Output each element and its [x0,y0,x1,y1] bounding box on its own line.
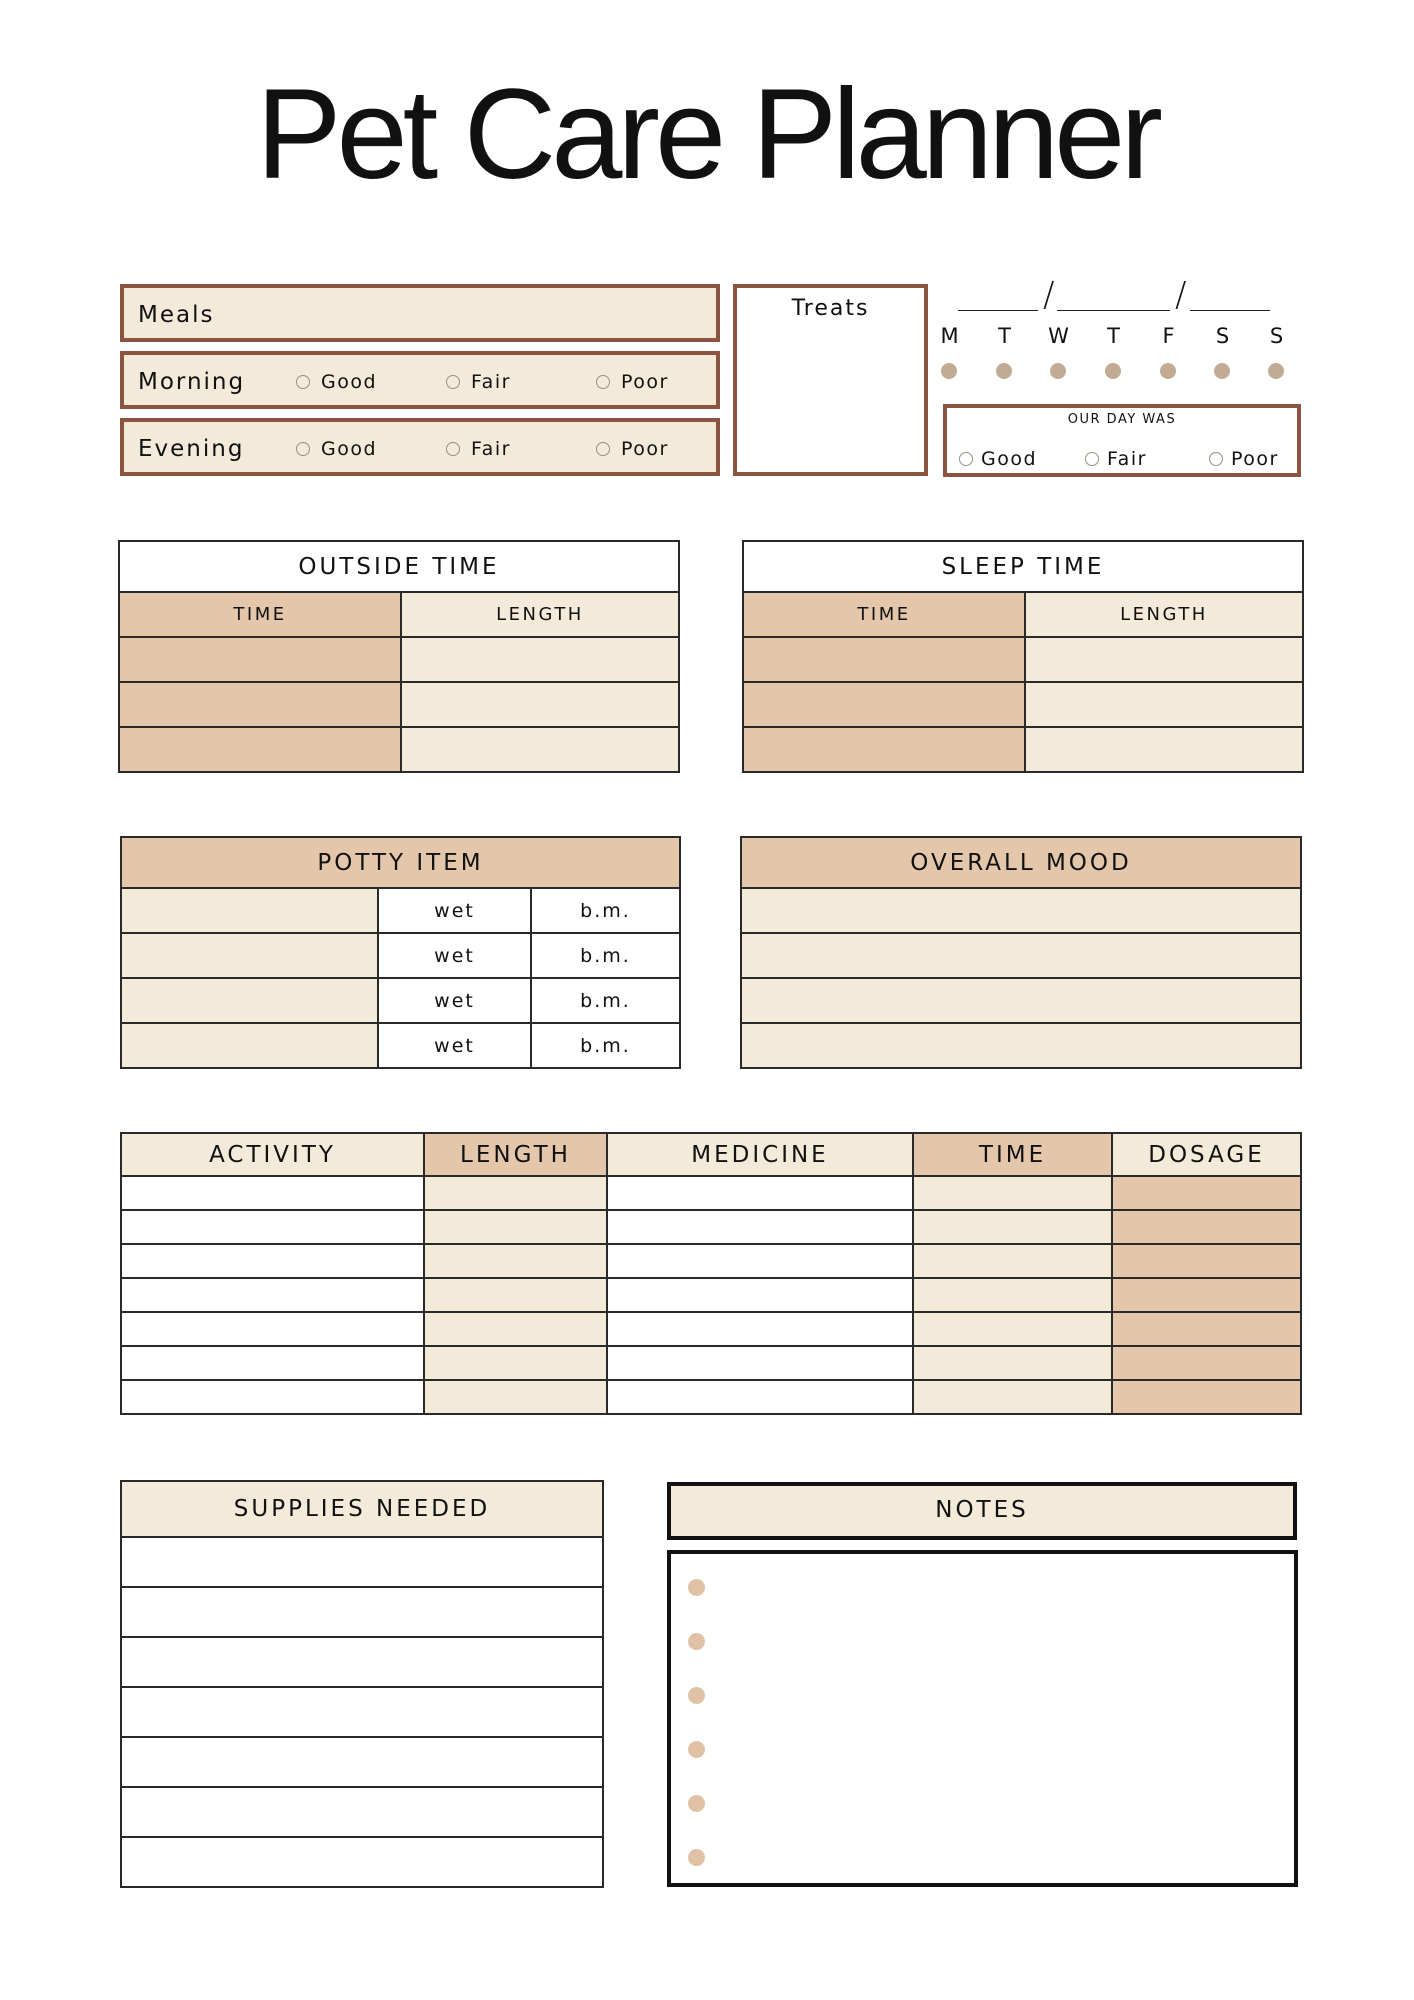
wet-label[interactable]: wet [378,1023,531,1068]
weekday-dot[interactable] [1105,363,1121,379]
overall-mood-table [740,836,1302,1069]
weekday-label: F [1162,324,1176,348]
table-cell[interactable] [741,1023,1301,1068]
date-year-blank[interactable] [1190,310,1270,311]
our-day-label: OUR DAY WAS [1067,412,1177,427]
weekday-label: M [940,324,960,348]
morning-poor-option[interactable]: Poor [596,371,669,393]
radio-icon[interactable] [296,375,310,389]
date-day-blank[interactable] [1057,310,1170,311]
weekday-label: T [998,324,1012,348]
notes-box[interactable] [667,1550,1298,1887]
column-header: LENGTH [424,1133,607,1176]
table-cell[interactable] [121,1587,603,1637]
morning-label: Morning [138,369,246,395]
weekday-label: S [1269,324,1285,348]
weekday-dot[interactable] [1050,363,1066,379]
table-cell[interactable] [741,933,1301,978]
table-cell[interactable] [743,637,1025,682]
outside-time-table [118,540,680,773]
table-cell[interactable] [121,1737,603,1787]
meals-row-morning [120,351,720,409]
table-cell[interactable] [424,1278,607,1312]
table-cell[interactable] [424,1312,607,1346]
evening-good-option[interactable]: Good [296,438,377,460]
morning-fair-option[interactable]: Fair [446,371,511,393]
page-title: Pet Care Planner [256,63,1158,206]
table-cell[interactable] [119,637,401,682]
table-cell[interactable] [1112,1278,1301,1312]
radio-icon[interactable] [446,375,460,389]
table-cell[interactable] [741,978,1301,1023]
outside-time-title: OUTSIDE TIME [119,541,679,592]
table-cell[interactable] [121,1176,424,1210]
wet-label[interactable]: wet [378,978,531,1023]
notes-title: NOTES [667,1482,1297,1540]
table-cell[interactable] [913,1244,1112,1278]
table-cell[interactable] [1112,1210,1301,1244]
radio-icon[interactable] [1209,452,1223,466]
table-cell[interactable] [1025,727,1303,772]
bm-label[interactable]: b.m. [531,978,680,1023]
wet-label[interactable]: wet [378,888,531,933]
bullet-dot-icon [688,1579,705,1596]
radio-icon[interactable] [596,375,610,389]
column-header: TIME [913,1133,1112,1176]
table-cell[interactable] [401,637,679,682]
column-header: LENGTH [1025,592,1303,637]
table-cell[interactable] [121,1278,424,1312]
table-cell[interactable] [121,1637,603,1687]
day-fair-option[interactable]: Fair [1085,448,1147,470]
our-day-box [943,404,1301,477]
table-cell[interactable] [121,1837,603,1887]
wet-label[interactable]: wet [378,933,531,978]
table-cell[interactable] [121,1312,424,1346]
column-header: LENGTH [401,592,679,637]
table-cell[interactable] [1112,1346,1301,1380]
bullet-dot-icon [688,1849,705,1866]
table-cell[interactable] [424,1244,607,1278]
weekday-label: S [1215,324,1231,348]
bullet-dot-icon [688,1633,705,1650]
supplies-table [120,1480,604,1888]
weekday-dot[interactable] [941,363,957,379]
table-cell[interactable] [401,727,679,772]
table-cell[interactable] [121,888,378,933]
radio-icon[interactable] [296,442,310,456]
meals-header [120,284,720,342]
table-cell[interactable] [913,1312,1112,1346]
table-cell[interactable] [121,1346,424,1380]
evening-label: Evening [138,436,245,462]
day-good-option[interactable]: Good [959,448,1037,470]
weekday-label: W [1048,324,1070,348]
table-cell[interactable] [1025,682,1303,727]
bm-label[interactable]: b.m. [531,888,680,933]
bullet-dot-icon [688,1795,705,1812]
date-separator: / [1175,275,1187,315]
table-cell[interactable] [121,1537,603,1587]
table-cell[interactable] [607,1346,913,1380]
bm-label[interactable]: b.m. [531,933,680,978]
table-cell[interactable] [913,1278,1112,1312]
table-cell[interactable] [424,1380,607,1414]
table-cell[interactable] [121,933,378,978]
sleep-time-table [742,540,1304,773]
table-cell[interactable] [913,1380,1112,1414]
table-cell[interactable] [1112,1176,1301,1210]
radio-icon[interactable] [1085,452,1099,466]
weekday-dot[interactable] [1268,363,1284,379]
radio-icon[interactable] [596,442,610,456]
column-header: DOSAGE [1112,1133,1301,1176]
evening-fair-option[interactable]: Fair [446,438,511,460]
weekday-dot[interactable] [1214,363,1230,379]
table-cell[interactable] [1112,1380,1301,1414]
meals-row-evening [120,418,720,476]
bullet-dot-icon [688,1687,705,1704]
potty-title: POTTY ITEM [121,837,680,888]
table-cell[interactable] [743,727,1025,772]
table-cell[interactable] [121,1687,603,1737]
weekday-dot[interactable] [1160,363,1176,379]
table-cell[interactable] [121,1210,424,1244]
table-cell[interactable] [741,888,1301,933]
table-cell[interactable] [607,1312,913,1346]
column-header: TIME [119,592,401,637]
table-cell[interactable] [607,1278,913,1312]
weekday-label: T [1107,324,1121,348]
meals-label: Meals [138,302,215,328]
table-cell[interactable] [607,1244,913,1278]
date-month-blank[interactable] [958,310,1038,311]
radio-icon[interactable] [959,452,973,466]
table-cell[interactable] [424,1210,607,1244]
table-cell[interactable] [607,1380,913,1414]
treats-box[interactable] [733,284,928,476]
table-cell[interactable] [1025,637,1303,682]
table-cell[interactable] [913,1346,1112,1380]
bm-label[interactable]: b.m. [531,1023,680,1068]
table-cell[interactable] [424,1176,607,1210]
table-cell[interactable] [121,1380,424,1414]
table-cell[interactable] [424,1346,607,1380]
weekday-dot[interactable] [996,363,1012,379]
morning-good-option[interactable]: Good [296,371,377,393]
sleep-time-title: SLEEP TIME [743,541,1303,592]
date-separator: / [1043,275,1055,315]
day-poor-option[interactable]: Poor [1209,448,1279,470]
table-cell[interactable] [607,1210,913,1244]
table-cell[interactable] [401,682,679,727]
column-header: TIME [743,592,1025,637]
column-header: ACTIVITY [121,1133,424,1176]
table-cell[interactable] [1112,1312,1301,1346]
table-cell[interactable] [119,682,401,727]
table-cell[interactable] [607,1176,913,1210]
table-cell[interactable] [913,1176,1112,1210]
table-cell[interactable] [121,1787,603,1837]
radio-icon[interactable] [446,442,460,456]
table-cell[interactable] [913,1210,1112,1244]
table-cell[interactable] [119,727,401,772]
column-header: MEDICINE [607,1133,913,1176]
overall-mood-title: OVERALL MOOD [741,837,1301,888]
treats-label: Treats [791,296,870,321]
table-cell[interactable] [1112,1244,1301,1278]
table-cell[interactable] [121,1023,378,1068]
table-cell[interactable] [121,978,378,1023]
evening-poor-option[interactable]: Poor [596,438,669,460]
table-cell[interactable] [743,682,1025,727]
supplies-title: SUPPLIES NEEDED [121,1481,603,1537]
potty-table [120,836,681,1069]
activity-medicine-table [120,1132,1302,1415]
bullet-dot-icon [688,1741,705,1758]
table-cell[interactable] [121,1244,424,1278]
